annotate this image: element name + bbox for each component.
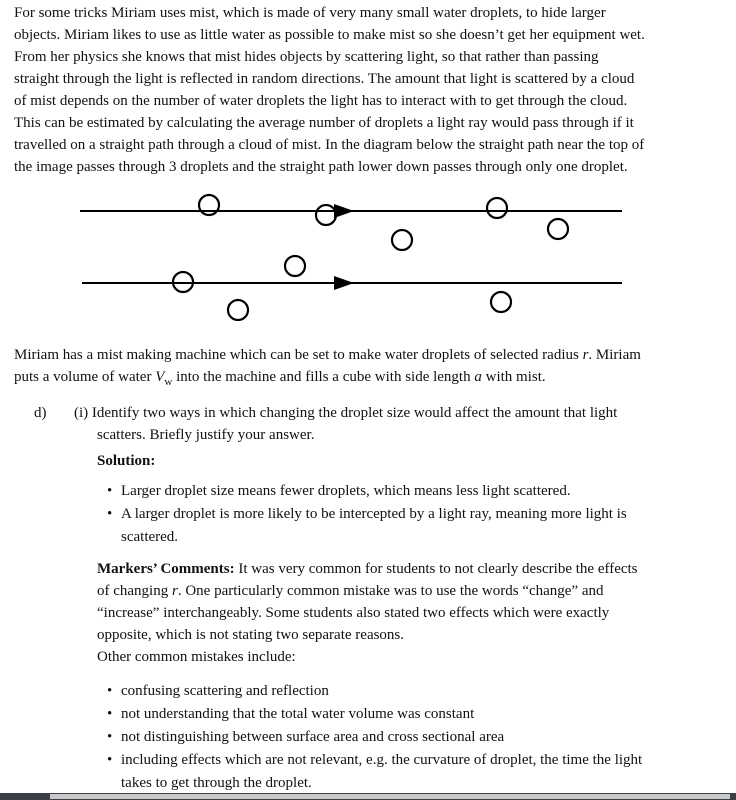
list-item: [97, 680, 697, 702]
markers-line: [97, 580, 697, 602]
solution-text: Larger droplet size means fewer droplets, which means less light scattered.: [121, 483, 571, 499]
side-length-variable: a: [474, 369, 482, 385]
solution-heading: Solution:: [97, 453, 156, 469]
machine-paragraph: [14, 344, 726, 393]
droplet: [285, 256, 305, 276]
text-run: Miriam has a mist making machine which can be set to make water droplets of selected radius: [14, 347, 583, 363]
mistake-text: takes to get through the droplet.: [121, 775, 312, 791]
intro-line: This can be estimated by calculating the average number of droplets a light ray would pass through if it: [14, 115, 634, 131]
text-run: of changing: [97, 583, 172, 599]
intro-line: objects. Miriam likes to use as little water as possible to make mist so she doesn’t get her equipment wet.: [14, 27, 645, 43]
markers-line: [97, 558, 697, 580]
markers-heading: Markers’ Comments:: [97, 561, 235, 577]
markers-line: Other common mistakes include:: [97, 649, 296, 665]
solution-list: [97, 480, 697, 549]
droplet: [392, 230, 412, 250]
bullet: •: [107, 729, 113, 745]
text-run: with mist.: [481, 369, 546, 385]
droplet: [316, 205, 336, 225]
bullet: •: [107, 683, 113, 699]
radius-variable: r: [582, 347, 589, 363]
list-item: [97, 703, 697, 725]
text-run: into the machine and fills a cube with side length: [172, 369, 475, 385]
intro-line: From her physics she knows that mist hides objects by scattering light, so that rather than passing: [14, 49, 599, 65]
question-line: (i) Identify two ways in which changing the droplet size would affect the amount that light: [74, 405, 618, 421]
mistake-text: including effects which are not relevant, e.g. the curvature of droplet, the time the light: [121, 752, 643, 768]
bullet: •: [107, 483, 113, 499]
question-text: [74, 402, 714, 446]
horizontal-scrollbar[interactable]: [0, 793, 736, 800]
droplet: [487, 198, 507, 218]
list-item: [97, 749, 697, 771]
bullet: •: [107, 706, 113, 722]
droplet: [228, 300, 248, 320]
bullet: •: [107, 752, 113, 768]
list-item: [97, 503, 697, 525]
intro-line: travelled on a straight path through a cloud of mist. In the diagram below the straight path near the top of: [14, 137, 645, 153]
markers-line: “increase” interchangeably. Some students also stated two effects which were exactly: [97, 605, 610, 621]
bullet: •: [107, 506, 113, 522]
machine-line-1: [14, 344, 726, 366]
solution-text: scattered.: [121, 529, 179, 545]
mistake-text: not understanding that the total water volume was constant: [121, 706, 475, 722]
intro-paragraph: [14, 2, 726, 178]
markers-line: opposite, which is not stating two separate reasons.: [97, 627, 405, 643]
list-item-continuation: [97, 772, 697, 794]
intro-line: of mist depends on the number of water droplets the light has to interact with to get through the cloud.: [14, 93, 628, 109]
markers-comments: [97, 558, 697, 668]
intro-line: For some tricks Miriam uses mist, which is made of very many small water droplets, to hide larger: [14, 5, 606, 21]
volume-variable: V: [155, 369, 165, 385]
text-run: It was very common for students to not clearly describe the effects: [234, 561, 638, 577]
mistake-text: not distinguishing between surface area and cross sectional area: [121, 729, 505, 745]
common-mistakes-list: [97, 680, 697, 795]
solution-text: A larger droplet is more likely to be intercepted by a light ray, meaning more light is: [121, 506, 627, 522]
list-item-continuation: [97, 526, 697, 548]
intro-line: the image passes through 3 droplets and the straight path lower down passes through only one droplet.: [14, 159, 628, 175]
list-item: [97, 726, 697, 748]
radius-variable: r: [171, 583, 178, 599]
question-label: d): [34, 405, 47, 421]
text-run: . One particularly common mistake was to use the words “change” and: [177, 583, 604, 599]
volume-subscript: w: [164, 376, 173, 388]
bottom-ray-arrowhead: [334, 276, 354, 290]
question-line: scatters. Briefly justify your answer.: [97, 427, 315, 443]
droplet: [491, 292, 511, 312]
mist-droplet-diagram: [0, 185, 736, 325]
droplet: [548, 219, 568, 239]
mistake-text: confusing scattering and reflection: [121, 683, 329, 699]
machine-line-2: [14, 366, 726, 393]
list-item: [97, 480, 697, 502]
scrollbar-thumb[interactable]: [50, 794, 730, 799]
text-run: . Miriam: [588, 347, 641, 363]
intro-line: straight through the light is reflected in random directions. The amount that light is scattered by a cloud: [14, 71, 635, 87]
text-run: puts a volume of water: [14, 369, 156, 385]
